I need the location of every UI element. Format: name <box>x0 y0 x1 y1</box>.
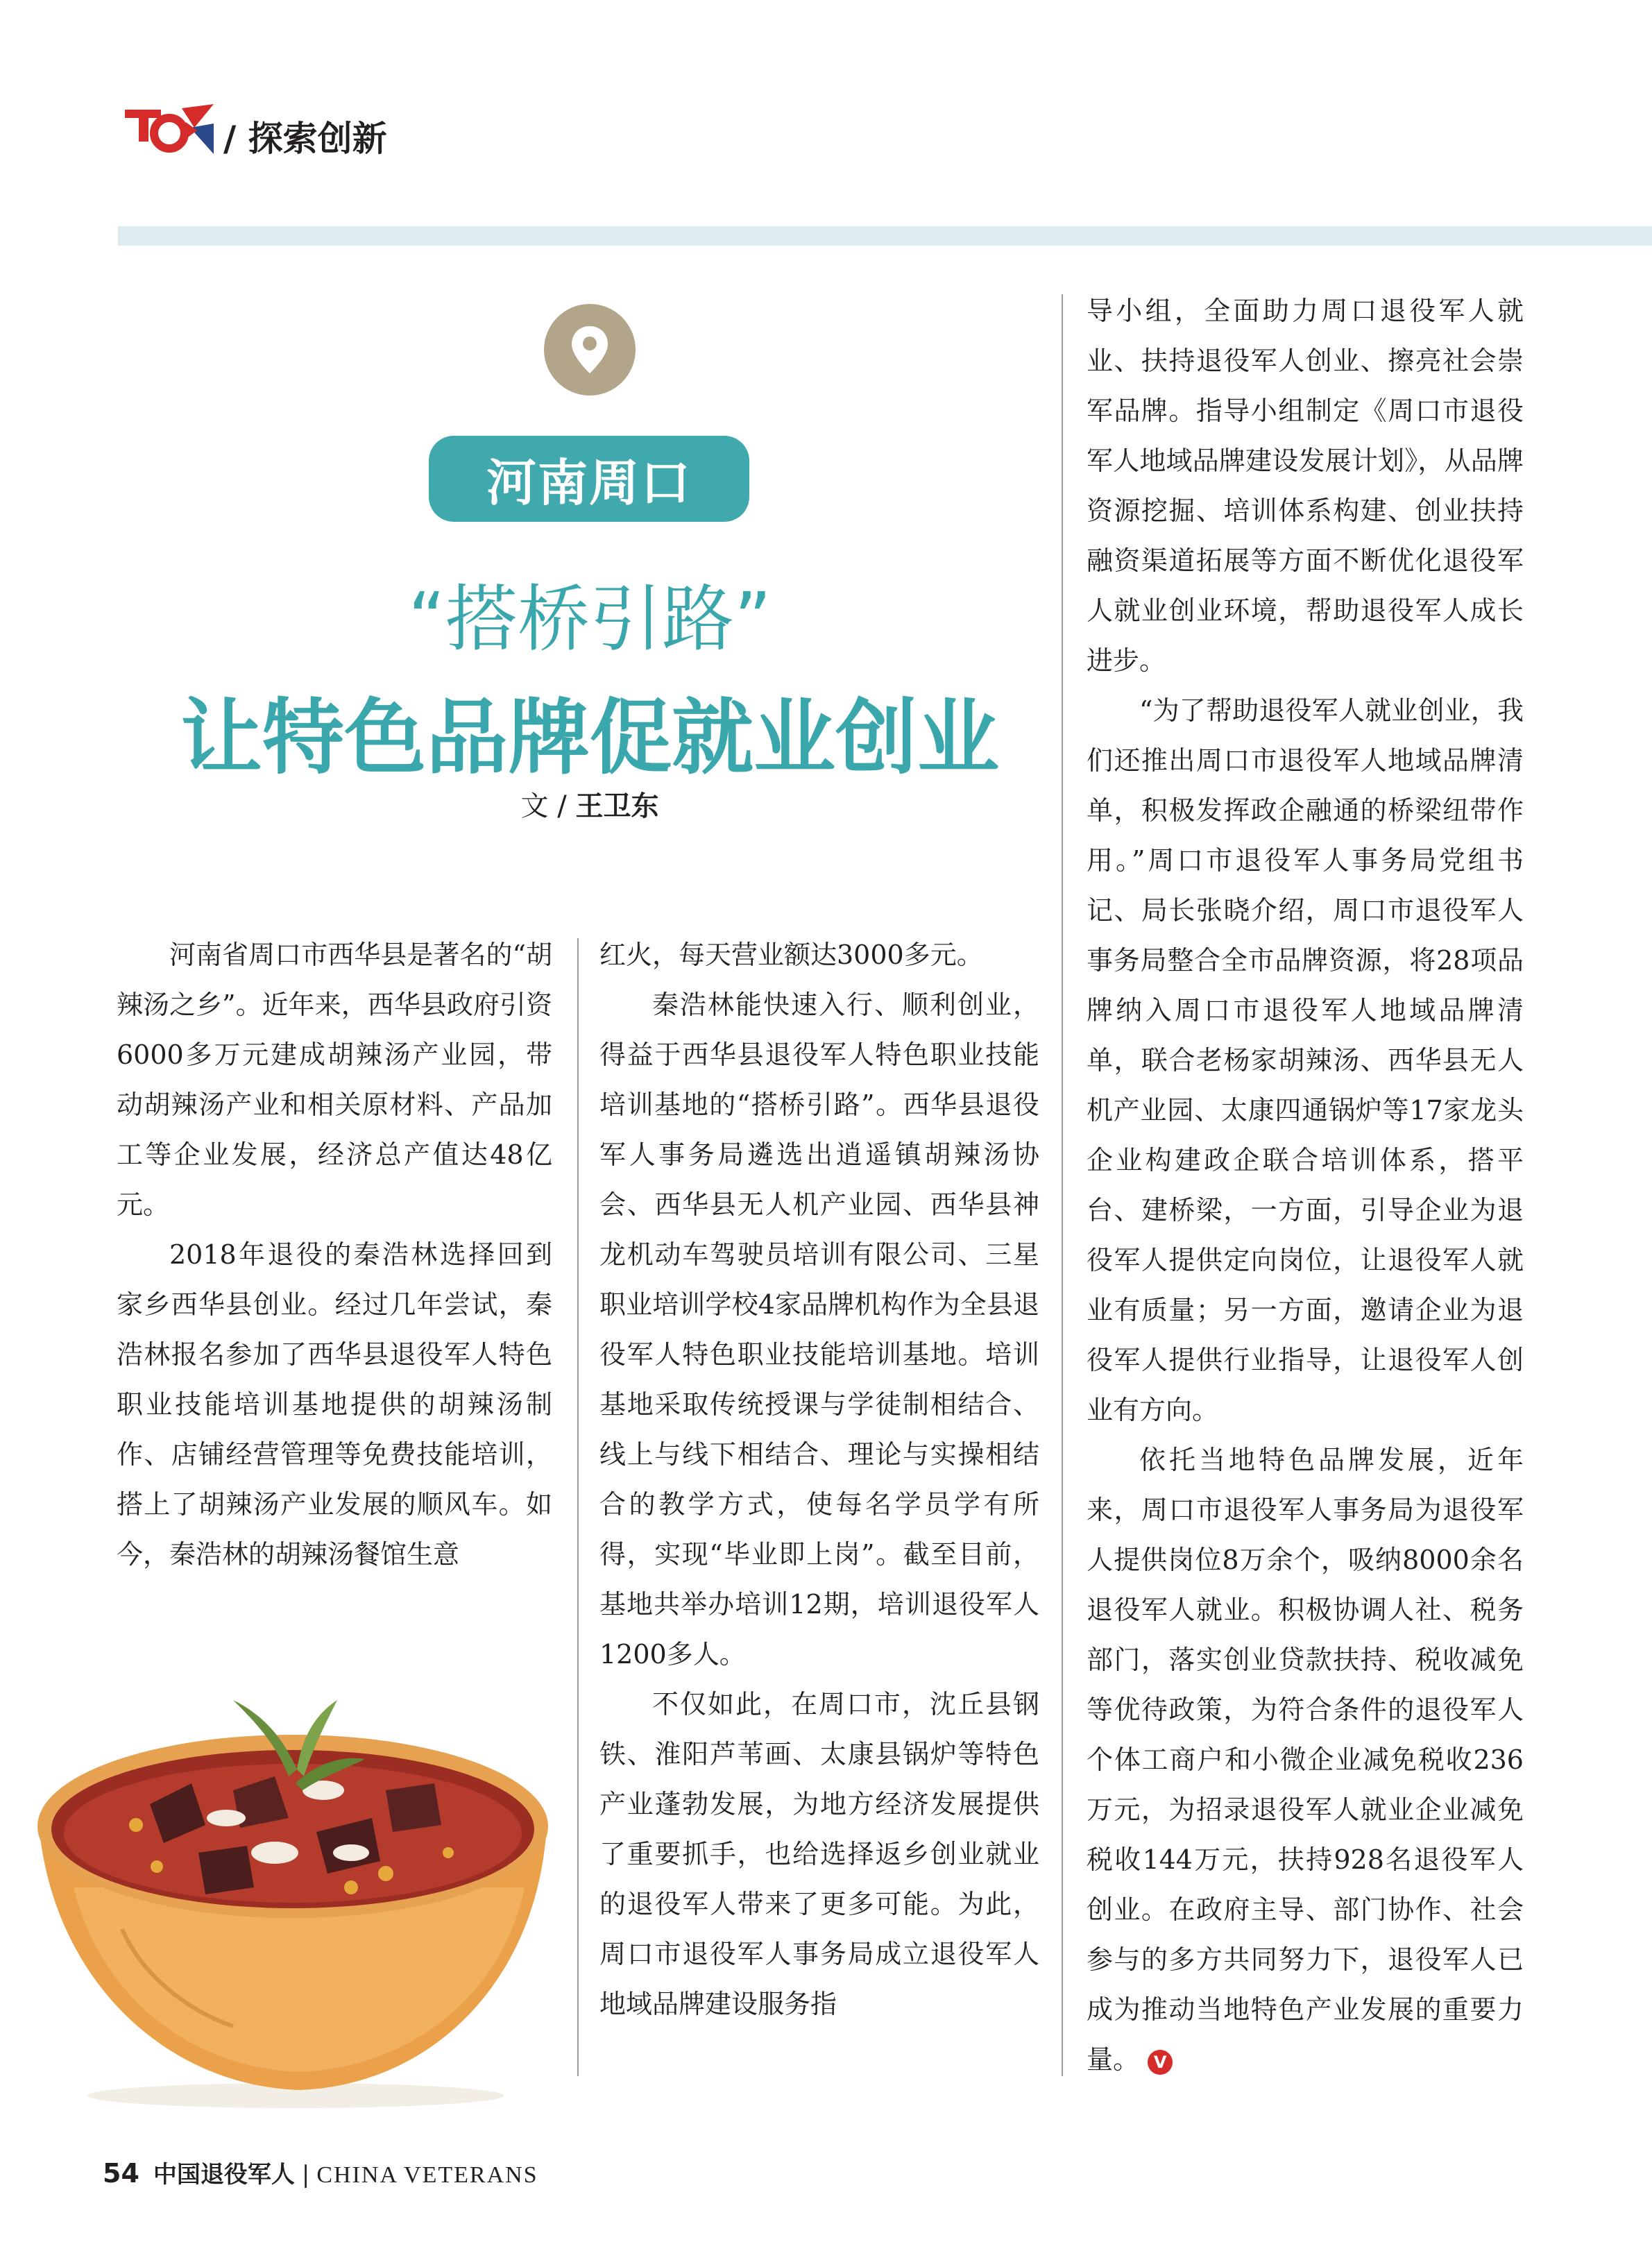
region-tag: 河南周口 <box>429 436 749 522</box>
article-column-3 <box>1087 286 1524 2084</box>
soup-bowl-illustration <box>25 1679 552 2109</box>
byline-author: 王卫东 <box>575 790 659 822</box>
magazine-logo-icon <box>125 103 215 155</box>
paragraph: 导小组，全面助力周口退役军人就业、扶持退役军人创业、擦亮社会崇军品牌。指导小组制定《周口市退役军人地域品牌建设发展计划》，从品牌资源挖掘、培训体系构建、创业扶持融资渠道拓展等方面不断优化退役军人就业创业环境，帮助退役军人成长进步。 <box>1087 296 1524 676</box>
headline-line-1: “搭桥引路” <box>408 577 772 661</box>
magazine-name: 中国退役军人 <box>153 2161 295 2189</box>
page-footer <box>103 2155 538 2189</box>
page-number: 54 <box>103 2158 139 2189</box>
byline-prefix: 文 / <box>520 790 576 822</box>
article-column-1 <box>117 930 552 1579</box>
paragraph: 红火，每天营业额达3000多元。 <box>599 940 983 970</box>
magazine-name-en: CHINA VETERANS <box>316 2162 538 2188</box>
end-mark-icon: V <box>1148 2050 1173 2075</box>
footer-separator: | <box>301 2161 310 2189</box>
paragraph: 河南省周口市西华县是著名的“胡辣汤之乡”。近年来，西华县政府引资6000多万元建成胡辣汤产业园，带动胡辣汤产业和相关原材料、产品加工等企业发展，经济总产值达48亿元。 <box>117 940 552 1220</box>
section-label: / 探索创新 <box>223 119 387 159</box>
header-band <box>118 226 1652 246</box>
paragraph: 不仅如此，在周口市，沈丘县钢铁、淮阳芦苇画、太康县锅炉等特色产业蓬勃发展，为地方经济发展提供了重要抓手，也给选择返乡创业就业的退役军人带来了更多可能。为此，周口市退役军人事务局成立退役军人地域品牌建设服务指 <box>599 1689 1039 2019</box>
column-divider <box>1062 294 1063 2076</box>
paragraph: “为了帮助退役军人就业创业，我们还推出周口市退役军人地域品牌清单，积极发挥政企融通的桥梁纽带作用。”周口市退役军人事务局党组书记、局长张晓介绍，周口市退役军人事务局整合全市品牌资源，将28项品牌纳入周口市退役军人地域品牌清单，联合老杨家胡辣汤、西华县无人机产业园、太康四通锅炉等17家龙头企业构建政企联合培训体系，搭平台、建桥梁，一方面，引导企业为退役军人提供定向岗位，让退役军人就业有质量；另一方面，邀请企业为退役军人提供行业指导，让退役军人创业有方向。 <box>1087 695 1524 1425</box>
headline-line-2: 让特色品牌促就业创业 <box>180 690 999 785</box>
paragraph: 2018年退役的秦浩林选择回到家乡西华县创业。经过几年尝试，秦浩林报名参加了西华县退役军人特色职业技能培训基地提供的胡辣汤制作、店铺经营管理等免费技能培训，搭上了胡辣汤产业发展的顺风车。如今，秦浩林的胡辣汤餐馆生意 <box>117 1239 552 1570</box>
article-column-2 <box>599 930 1039 2029</box>
paragraph: 秦浩林能快速入行、顺利创业，得益于西华县退役军人特色职业技能培训基地的“搭桥引路”。西华县退役军人事务局遴选出逍遥镇胡辣汤协会、西华县无人机产业园、西华县神龙机动车驾驶员培训有限公司、三星职业培训学校4家品牌机构作为全县退役军人特色职业技能培训基地。培训基地采取传统授课与学徒制相结合、线上与线下相结合、理论与实操相结合的教学方式，使每名学员学有所得，实现“毕业即上岗”。截至目前，基地共举办培训12期，培训退役军人1200多人。 <box>599 990 1039 1670</box>
location-pin-icon <box>544 304 636 396</box>
byline <box>0 784 1180 824</box>
paragraph-text: 依托当地特色品牌发展，近年来，周口市退役军人事务局为退役军人提供岗位8万余个，吸纳8000余名退役军人就业。积极协调人社、税务部门，落实创业贷款扶持、税收减免等优待政策，为符合条件的退役军人个体工商户和小微企业减免税收236万元，为招录退役军人就业企业减免税收144万元，扶持928名退役军人创业。在政府主导、部门协作、社会参与的多方共同努力下，退役军人已成为推动当地特色产业发展的重要力量。 <box>1087 1445 1524 2075</box>
paragraph <box>1087 1435 1524 2084</box>
column-divider <box>577 938 579 2076</box>
